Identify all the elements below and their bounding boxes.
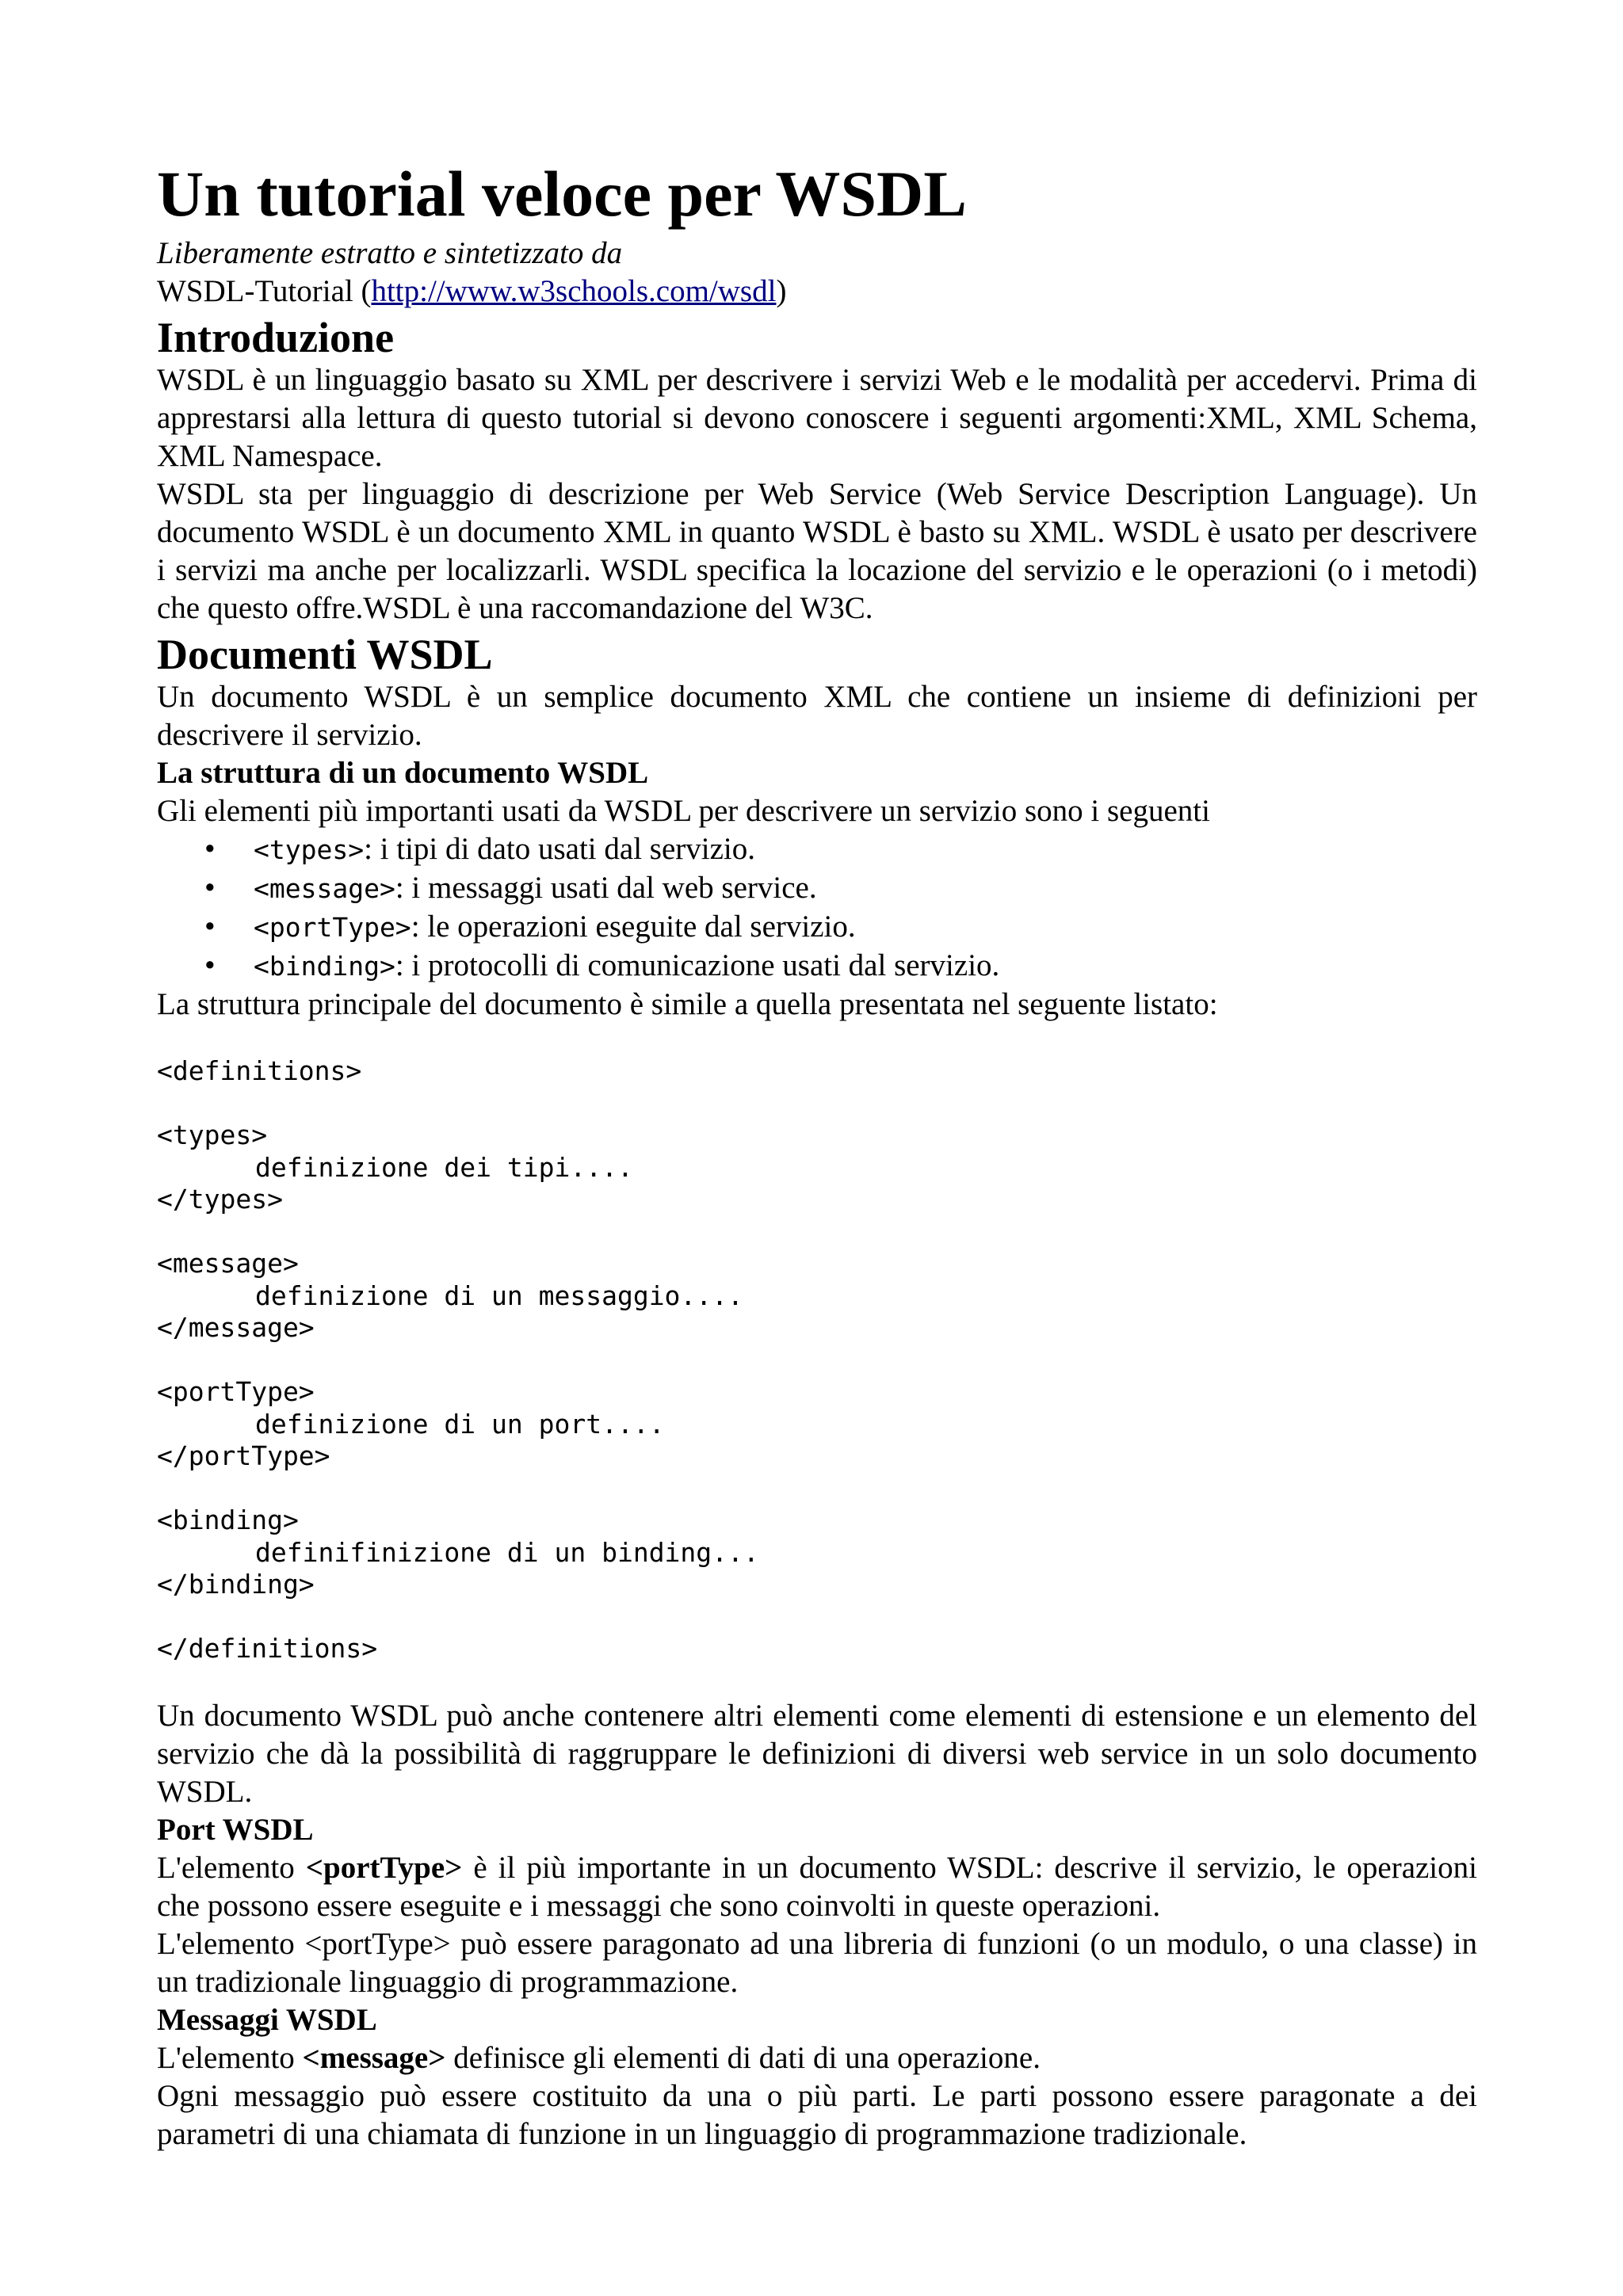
code-line: definizione di un port.... xyxy=(255,1408,665,1440)
port-p1-bold: <portType> xyxy=(305,1850,463,1885)
bullet: • xyxy=(204,871,216,905)
page-title: Un tutorial veloce per WSDL xyxy=(157,158,967,230)
subtitle: Liberamente estratto e sintetizzato da xyxy=(157,236,623,270)
element-code: <message> xyxy=(254,873,395,904)
code-line: definifinizione di un binding... xyxy=(255,1536,759,1568)
code-line: </portType> xyxy=(157,1440,330,1471)
code-line: definizione di un messaggio.... xyxy=(255,1280,743,1311)
code-line: </binding> xyxy=(157,1569,315,1600)
element-desc: : i messaggi usati dal web service. xyxy=(395,871,817,905)
intro-paragraph-2: WSDL sta per linguaggio di descrizione per Web Service (Web Service Description Language). Un documento WSDL è un documento XML in quanto WSDL è basto su XML. WSDL è usato per descrivere i servizi ma anche per localizzarli. WSDL specifica la locazione del servizio e le operazioni (o i metodi) che questo offre.WSDL è una raccomandazione del W3C. xyxy=(157,477,1477,625)
code-line: definizione dei tipi.... xyxy=(255,1151,633,1183)
code-line: </definitions> xyxy=(157,1633,378,1664)
heading-port-wsdl: Port WSDL xyxy=(157,1812,314,1847)
element-code: <binding> xyxy=(254,951,395,982)
code-line: <portType> xyxy=(157,1376,315,1407)
list-item xyxy=(204,947,1477,986)
intro-paragraph-1: WSDL è un linguaggio basato su XML per descrivere i servizi Web e le modalità per accedervi. Prima di apprestarsi alla lettura di questo tutorial si devono conoscere i seguenti argomenti:XML, XML Schema, XML Namespace. xyxy=(157,363,1477,473)
port-paragraph-2: L'elemento <portType> può essere paragonato ad una libreria di funzioni (o un modulo, o una classe) in un tradizionale linguaggio di programmazione. xyxy=(157,1926,1477,1999)
list-item xyxy=(204,869,1477,908)
messages-paragraph-2: Ogni messaggio può essere costituito da una o più parti. Le parti possono essere paragonate a dei parametri di una chiamata di funzione in un linguaggio di programmazione tradizionale. xyxy=(157,2078,1477,2151)
code-line: </types> xyxy=(157,1184,283,1215)
code-line: <definitions> xyxy=(157,1055,362,1086)
listing-intro: La struttura principale del documento è simile a quella presentata nel seguente listato: xyxy=(157,987,1218,1021)
bullet: • xyxy=(204,910,216,944)
document-page xyxy=(157,157,1477,2153)
port-p1-suffix: è il più importante in un documento WSDL: descrive il servizio, le operazioni che possono essere eseguite e i messaggi che sono coinvolti in queste operazioni. xyxy=(157,1850,1477,1923)
source-link[interactable]: http://www.w3schools.com/wsdl xyxy=(371,274,777,308)
port-p1-prefix: L'elemento xyxy=(157,1850,306,1885)
code-line: <message> xyxy=(157,1248,299,1279)
element-desc: : le operazioni eseguite dal servizio. xyxy=(411,910,856,944)
heading-documenti-wsdl: Documenti WSDL xyxy=(157,631,493,678)
heading-messaggi-wsdl: Messaggi WSDL xyxy=(157,2002,377,2037)
list-item xyxy=(204,908,1477,947)
messages-paragraph-1 xyxy=(157,2039,1477,2077)
messages-p1-bold: <message> xyxy=(302,2040,446,2075)
code-line: <binding> xyxy=(157,1505,299,1535)
code-listing xyxy=(157,1055,1477,1665)
port-paragraph-1 xyxy=(157,1849,1477,1925)
messages-p1-suffix: definisce gli elementi di dati di una operazione. xyxy=(445,2040,1041,2075)
heading-struttura: La struttura di un documento WSDL xyxy=(157,756,649,790)
source-suffix: ) xyxy=(776,274,787,308)
documents-paragraph-after: Un documento WSDL può anche contenere altri elementi come elementi di estensione e un elemento del servizio che dà la possibilità di raggruppare le definizioni di diversi web service in un solo documento WSDL. xyxy=(157,1698,1477,1809)
element-desc: : i tipi di dato usati dal servizio. xyxy=(364,832,755,866)
struct-intro: Gli elementi più importanti usati da WSDL per descrivere un servizio sono i seguenti xyxy=(157,794,1210,828)
source-prefix: WSDL-Tutorial ( xyxy=(157,274,372,308)
heading-introduzione: Introduzione xyxy=(157,314,395,361)
element-desc: : i protocolli di comunicazione usati dal servizio. xyxy=(395,948,1000,982)
list-item xyxy=(204,830,1477,869)
bullet: • xyxy=(204,948,216,982)
code-line: <types> xyxy=(157,1119,268,1150)
code-line: </message> xyxy=(157,1312,315,1343)
source-line xyxy=(157,273,1477,311)
messages-p1-prefix: L'elemento xyxy=(157,2040,303,2075)
element-code: <types> xyxy=(254,834,365,865)
elements-list xyxy=(157,830,1477,986)
documents-paragraph-1: Un documento WSDL è un semplice documento XML che contiene un insieme di definizioni per descrivere il servizio. xyxy=(157,680,1477,752)
element-code: <portType> xyxy=(254,912,411,943)
bullet: • xyxy=(204,832,216,866)
